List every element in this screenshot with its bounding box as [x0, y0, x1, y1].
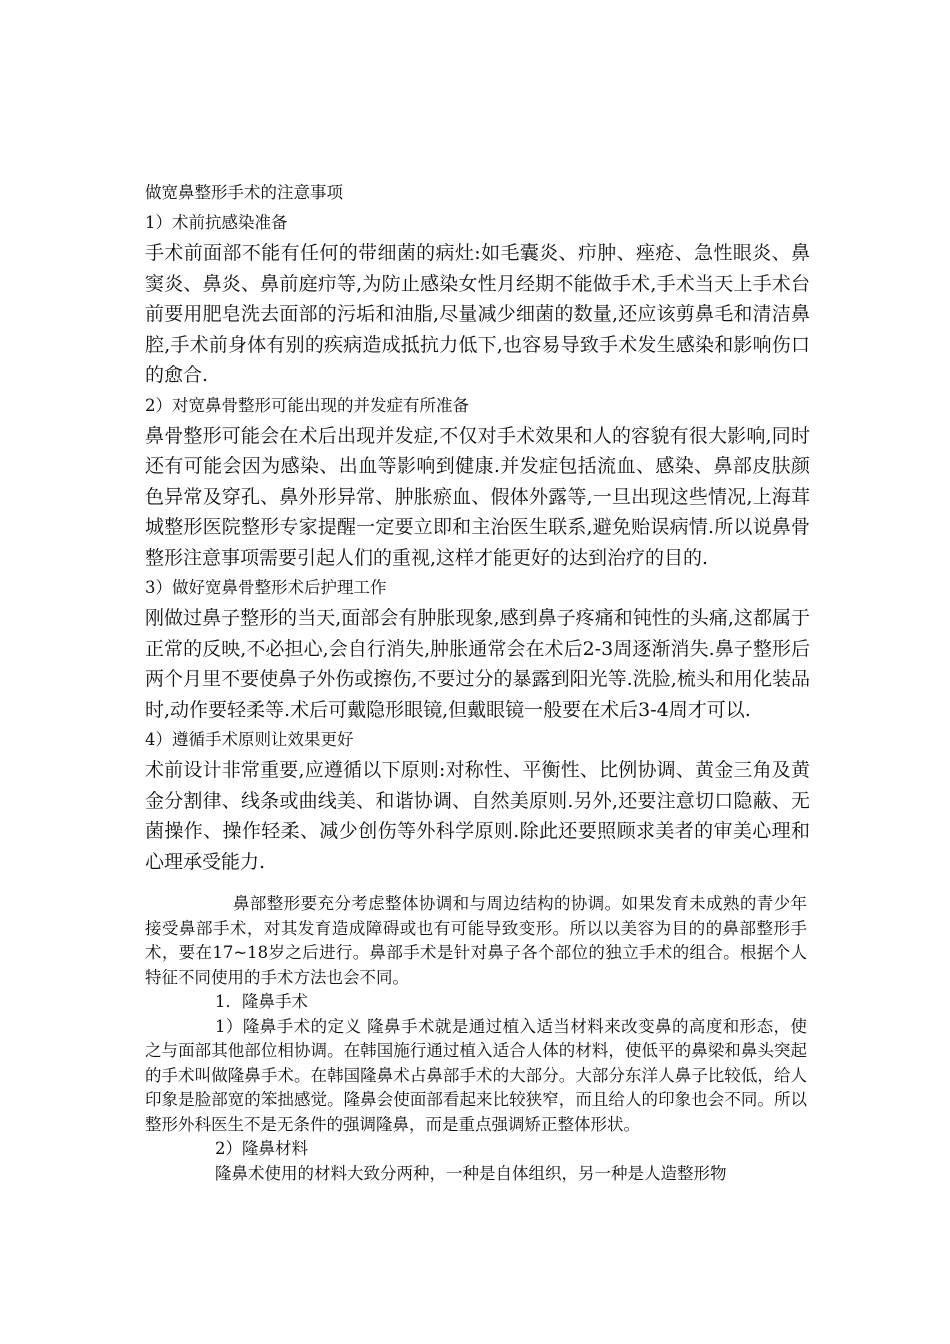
section-paragraph-2: 鼻骨整形可能会在术后出现并发症,不仅对手术效果和人的容貌有很大影响,同时还有可能会因为感染、出血等影响到健康.并发症包括流血、感染、鼻部皮肤颜色异常及穿孔、鼻外形异常、肿胀瘀血、假体外露等,一旦出现这些情况,上海茸城整形医院整形专家提醒一定要立即和主治医生联系,避免贻误病情.所以说鼻骨整形注意事项需要引起人们的重视,这样才能更好的达到治疗的目的. — [145, 424, 810, 569]
rhinoplasty-definition-paragraph: 1）隆鼻手术的定义 隆鼻手术就是通过植入适当材料来改变鼻的高度和形态，使之与面部其他部位相协调。在韩国施行通过植入适合人体的材料，使低平的鼻梁和鼻头突起的手术叫做隆鼻手术。在韩国隆鼻术占鼻部手术的大部分。大部分东洋人鼻子比较低，给人印象是脸部宽的笨拙感觉。隆鼻会使面部看起来比较狭窄，而且给人的印象也会不同。所以整形外科医生不是无条件的强调隆鼻，而是重点强调矫正整体形状。 — [145, 1016, 807, 1134]
rhinoplasty-intro-paragraph: 鼻部整形要充分考虑整体协调和与周边结构的协调。如果发育未成熟的青少年接受鼻部手术，对其发育造成障碍或也有可能导致变形。所以以美容为目的的鼻部整形手术，要在17~18岁之后进行。鼻部手术是针对鼻子各个部位的独立手术的组合。根据个人特征不同使用的手术方法也会不同。 — [145, 894, 807, 987]
section-heading-2: 2）对宽鼻骨整形可能出现的并发症有所准备 — [145, 395, 469, 415]
rhinoplasty-heading: 1．隆鼻手术 — [215, 992, 308, 1011]
section-heading-1: 1）术前抗感染准备 — [145, 213, 288, 232]
section-heading-3: 3）做好宽鼻骨整形术后护理工作 — [145, 578, 387, 597]
section-heading-4: 4）遵循手术原则让效果更好 — [145, 730, 354, 749]
rhinoplasty-materials-paragraph: 隆鼻术使用的材料大致分两种，一种是自体组织，另一种是人造整形物 — [215, 1163, 727, 1183]
section-wide-nose-notes — [145, 178, 810, 877]
section-paragraph-3: 刚做过鼻子整形的当天,面部会有肿胀现象,感到鼻子疼痛和钝性的头痛,这都属于正常的反映,不必担心,会自行消失,肿胀通常会在术后2-3周逐渐消失.鼻子整形后两个月里不要使鼻子外伤或擦伤,不要过分的暴露到阳光等.洗脸,梳头和用化装品时,动作要轻柔等.术后可戴隐形眼镜,但戴眼镜一般要在术后3-4周才可以. — [145, 607, 810, 721]
section-paragraph-4: 术前设计非常重要,应遵循以下原则:对称性、平衡性、比例协调、黄金三角及黄金分割律、线条或曲线美、和谐协调、自然美原则.另外,还要注意切口隐蔽、无菌操作、操作轻柔、减少创伤等外科学原则.除此还要照顾求美者的审美心理和心理承受能力. — [145, 759, 810, 873]
section-rhinoplasty — [145, 892, 807, 1186]
rhinoplasty-materials-heading: 2）隆鼻材料 — [215, 1139, 308, 1158]
document-title: 做宽鼻整形手术的注意事项 — [145, 183, 343, 202]
section-paragraph-1: 手术前面部不能有任何的带细菌的病灶:如毛囊炎、疖肿、痤疮、急性眼炎、鼻窦炎、鼻炎、鼻前庭疖等,为防止感染女性月经期不能做手术,手术当天上手术台前要用肥皂洗去面部的污垢和油脂,尽量减少细菌的数量,还应该剪鼻毛和清洁鼻腔,手术前身体有别的疾病造成抵抗力低下,也容易导致手术发生感染和影响伤口的愈合. — [145, 242, 810, 386]
